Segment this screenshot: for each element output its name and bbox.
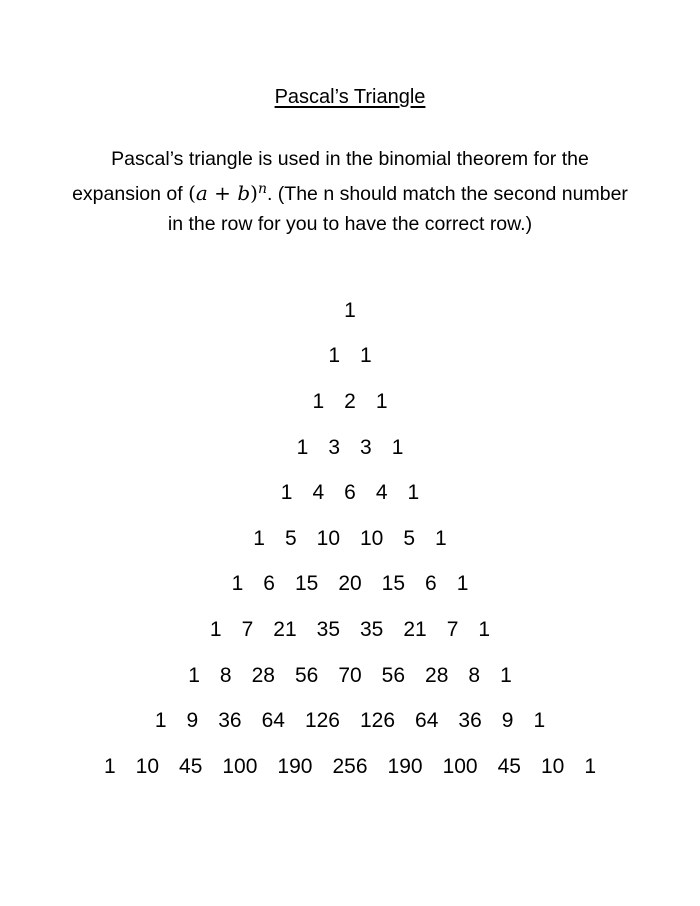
triangle-number: 35: [360, 617, 384, 641]
math-variable-b: b: [237, 181, 251, 205]
triangle-number: 1: [103, 754, 116, 778]
triangle-number: 35: [316, 617, 340, 641]
triangle-number: 100: [442, 754, 478, 778]
triangle-number: 1: [253, 526, 265, 550]
triangle-number: 64: [415, 709, 439, 733]
triangle-number: 70: [338, 663, 362, 687]
triangle-number: 9: [186, 709, 199, 733]
triangle-row: [0, 516, 700, 562]
triangle-number: 256: [332, 754, 368, 778]
triangle-number: 3: [360, 435, 372, 459]
triangle-number: 3: [328, 435, 340, 459]
triangle-number: 1: [231, 572, 244, 596]
binomial-expression: [188, 181, 267, 205]
triangle-number: 28: [251, 663, 275, 687]
triangle-number: 1: [328, 344, 340, 368]
intro-text-before-math: Pascal’s triangle is used in the binomial theorem for the expansion of: [72, 148, 589, 205]
triangle-number: 1: [360, 344, 372, 368]
triangle-row: [0, 379, 700, 425]
triangle-row: [0, 607, 700, 653]
math-exponent-n: n: [257, 181, 267, 197]
triangle-number: 21: [273, 617, 297, 641]
triangle-number: 1: [154, 709, 167, 733]
triangle-row: [0, 334, 700, 380]
triangle-number: 1: [312, 389, 325, 413]
triangle-row: [0, 470, 700, 516]
triangle-number: 126: [360, 709, 396, 733]
triangle-number: 56: [381, 663, 406, 687]
triangle-number: 21: [403, 617, 427, 641]
triangle-number: 8: [468, 663, 481, 687]
intro-paragraph: [70, 144, 630, 239]
triangle-number: 10: [360, 526, 384, 550]
triangle-number: 20: [338, 572, 362, 596]
triangle-number: 4: [375, 481, 388, 505]
triangle-row: [0, 425, 700, 471]
triangle-number: 5: [284, 526, 297, 550]
triangle-number: 10: [540, 754, 565, 778]
triangle-number: 1: [456, 572, 469, 596]
triangle-row: [0, 562, 700, 608]
triangle-number: 56: [294, 663, 319, 687]
triangle-number: 8: [219, 663, 232, 687]
triangle-number: 2: [344, 389, 356, 413]
triangle-number: 1: [584, 754, 597, 778]
triangle-number: 1: [391, 435, 404, 459]
triangle-number: 100: [222, 754, 258, 778]
triangle-number: 15: [294, 572, 319, 596]
triangle-number: 6: [263, 572, 275, 596]
triangle-number: 36: [218, 709, 242, 733]
triangle-number: 45: [497, 754, 521, 778]
triangle-number: 36: [458, 709, 482, 733]
triangle-number: 6: [344, 481, 356, 505]
triangle-number: 64: [261, 709, 285, 733]
triangle-number: 1: [478, 617, 491, 641]
math-plus: +: [207, 181, 238, 205]
triangle-number: 1: [188, 663, 200, 687]
triangle-number: 1: [344, 298, 356, 322]
math-variable-a: a: [195, 181, 208, 205]
triangle-number: 1: [296, 435, 309, 459]
triangle-row: [0, 744, 700, 790]
triangle-number: 6: [425, 572, 437, 596]
triangle-number: 15: [381, 572, 406, 596]
page-title: Pascal’s Triangle: [274, 86, 426, 108]
triangle-number: 190: [387, 754, 423, 778]
triangle-number: 7: [241, 617, 254, 641]
triangle-row: [0, 698, 700, 744]
triangle-row: [0, 288, 700, 334]
triangle-number: 1: [280, 481, 293, 505]
math-open-paren: (: [188, 181, 196, 205]
triangle-number: 1: [533, 709, 546, 733]
triangle-number: 5: [403, 526, 416, 550]
triangle-number: 190: [277, 754, 313, 778]
triangle-row: [0, 653, 700, 699]
triangle-number: 9: [501, 709, 514, 733]
pascal-triangle: [0, 288, 700, 790]
triangle-number: 45: [179, 754, 203, 778]
triangle-number: 1: [500, 663, 512, 687]
triangle-number: 10: [316, 526, 340, 550]
triangle-number: 126: [304, 709, 340, 733]
triangle-number: 4: [312, 481, 325, 505]
triangle-number: 7: [446, 617, 459, 641]
math-close-paren: ): [250, 181, 258, 205]
triangle-number: 1: [407, 481, 420, 505]
triangle-number: 28: [425, 663, 449, 687]
intro-text-after-math: . (The n should match the second number in the row for you to have the correct row.): [167, 183, 628, 235]
triangle-number: 1: [375, 389, 388, 413]
triangle-number: 1: [435, 526, 447, 550]
triangle-number: 1: [209, 617, 222, 641]
triangle-number: 10: [135, 754, 160, 778]
